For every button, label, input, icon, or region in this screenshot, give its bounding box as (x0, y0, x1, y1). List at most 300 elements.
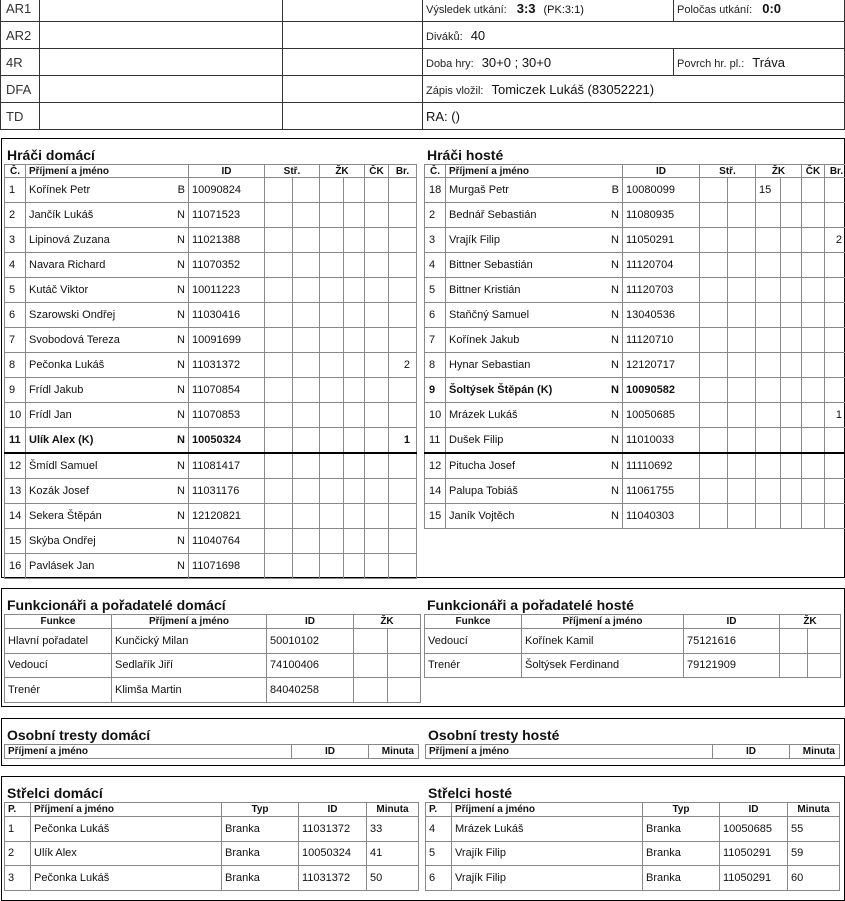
player-row (5, 453, 417, 479)
yellow-card-minute (320, 303, 344, 327)
official-yellow-card-2 (388, 653, 421, 678)
yellow-card-empty (344, 403, 364, 427)
player-name-wrap (449, 284, 619, 296)
player-number: 10 (5, 403, 26, 428)
header-code-label: AR2 (1, 22, 40, 49)
player-red-card (802, 303, 825, 328)
header-code-name (40, 22, 283, 49)
official-yellow-card (780, 629, 808, 654)
officials-header-row (425, 615, 841, 629)
player-shooting (265, 428, 320, 454)
yellow-card-split (320, 529, 364, 553)
player-number: 11 (425, 428, 446, 454)
player-yellow-card (756, 203, 802, 228)
player-red-card (802, 453, 825, 479)
players-away (424, 146, 845, 529)
player-shooting (265, 554, 320, 579)
player-id: 11070352 (189, 253, 265, 278)
shooting-empty (728, 353, 755, 377)
spectators-label: Diváků: (426, 31, 463, 43)
player-row (425, 303, 845, 328)
player-shooting (700, 278, 756, 303)
player-position: N (177, 209, 185, 221)
scorer-row (5, 866, 419, 891)
yellow-card-split (320, 454, 364, 478)
official-row (5, 653, 421, 678)
header-code-name (40, 103, 283, 130)
player-name: Šmídl Samuel (29, 460, 97, 472)
shooting-split (265, 403, 319, 427)
player-name-wrap (29, 560, 185, 572)
player-position: N (177, 485, 185, 497)
yellow-card-empty (781, 378, 802, 402)
shooting-empty (728, 178, 755, 202)
players-header-row (425, 165, 845, 178)
col-type: Typ (222, 803, 299, 817)
yellow-card-minute (756, 278, 781, 302)
player-id: 12120717 (623, 353, 700, 378)
recorded-by-label: Zápis vložil: (426, 85, 483, 97)
player-number: 6 (425, 303, 446, 328)
player-red-card (802, 178, 825, 203)
shooting-value (700, 378, 728, 402)
player-name-wrap (29, 184, 185, 196)
official-id: 74100406 (267, 653, 354, 678)
player-row (425, 228, 845, 253)
shooting-value (265, 504, 293, 528)
shooting-split (700, 428, 755, 452)
player-number: 6 (5, 303, 26, 328)
shooting-empty (293, 403, 320, 427)
scorer-minute: 50 (367, 866, 419, 891)
player-row (5, 428, 417, 454)
yellow-card-empty (781, 328, 802, 352)
player-goals (825, 453, 845, 479)
shooting-empty (293, 529, 320, 553)
player-yellow-card (756, 328, 802, 353)
shooting-split (265, 253, 319, 277)
player-number: 9 (425, 378, 446, 403)
player-name-wrap (449, 460, 619, 472)
player-id: 11061755 (623, 479, 700, 504)
player-name-wrap (29, 284, 185, 296)
players-home-title: Hráči domácí (4, 146, 417, 164)
player-red-card (802, 378, 825, 403)
player-red-card (365, 278, 389, 303)
scorer-row (5, 841, 419, 866)
player-name-wrap (29, 384, 185, 396)
player-name-cell (446, 428, 623, 454)
shooting-empty (293, 303, 320, 327)
player-row (425, 353, 845, 378)
header-code-name (40, 76, 283, 103)
shooting-value (265, 328, 293, 352)
official-function: Trenér (5, 678, 112, 703)
official-id: 50010102 (267, 629, 354, 654)
player-name-cell (26, 178, 189, 203)
col-id: ID (720, 803, 788, 817)
shooting-value (265, 178, 293, 202)
player-shooting (700, 403, 756, 428)
player-id: 13040536 (623, 303, 700, 328)
yellow-card-split (320, 378, 364, 402)
official-name: Sedlařík Jiří (112, 653, 267, 678)
shooting-empty (728, 378, 755, 402)
col-function: Funkce (425, 615, 522, 629)
player-id: 10011223 (189, 278, 265, 303)
col-name: Příjmení a jméno (31, 803, 222, 817)
shooting-empty (728, 428, 755, 452)
player-yellow-card (320, 178, 365, 203)
player-number: 12 (425, 453, 446, 479)
recorded-by-cell (423, 76, 845, 103)
player-goals (825, 504, 845, 529)
halftime-label: Poločas utkání: (677, 4, 752, 16)
official-function: Vedoucí (5, 653, 112, 678)
shooting-split (265, 428, 319, 452)
player-red-card (365, 228, 389, 253)
player-shooting (265, 278, 320, 303)
player-position: N (611, 510, 619, 522)
player-name-cell (446, 253, 623, 278)
player-id: 11120710 (623, 328, 700, 353)
player-shooting (265, 353, 320, 378)
official-function: Vedoucí (425, 629, 522, 654)
scorer-id: 11050291 (720, 841, 788, 866)
player-number: 8 (5, 353, 26, 378)
spectators-value: 40 (471, 28, 485, 43)
player-name-cell (26, 378, 189, 403)
scorer-id: 11031372 (299, 866, 367, 891)
col-minute: Minuta (788, 803, 840, 817)
yellow-card-minute (756, 353, 781, 377)
shooting-value (265, 203, 293, 227)
shooting-split (265, 353, 319, 377)
shooting-value (700, 278, 728, 302)
player-position: N (611, 359, 619, 371)
player-yellow-card (756, 178, 802, 203)
penalties-home-title: Osobní tresty domácí (4, 726, 419, 744)
player-name: Janík Vojtěch (449, 510, 514, 522)
yellow-card-empty (781, 353, 802, 377)
scorers-header-row (426, 803, 840, 817)
player-name-wrap (29, 309, 185, 321)
player-name-wrap (449, 409, 619, 421)
shooting-split (700, 328, 755, 352)
col-function: Funkce (5, 615, 112, 629)
yellow-card-minute (756, 428, 781, 452)
player-number: 5 (5, 278, 26, 303)
player-shooting (700, 203, 756, 228)
player-row (5, 479, 417, 504)
shooting-empty (293, 253, 320, 277)
yellow-card-minute: 15 (756, 178, 781, 202)
player-id: 10080099 (623, 178, 700, 203)
player-id: 11031372 (189, 353, 265, 378)
player-row (425, 203, 845, 228)
player-goals (389, 228, 417, 253)
player-position: N (177, 560, 185, 572)
player-name: Bittner Sebastián (449, 259, 533, 271)
yellow-card-minute (320, 454, 344, 478)
yellow-card-split (320, 328, 364, 352)
yellow-card-empty (781, 504, 802, 528)
player-name-wrap (29, 434, 185, 446)
player-name: Vrajík Filip (449, 234, 500, 246)
scorer-order: 5 (426, 841, 452, 866)
shooting-value (265, 529, 293, 553)
shooting-empty (728, 278, 755, 302)
col-goals: Br. (389, 165, 417, 178)
players-header-row (5, 165, 417, 178)
col-number: Č. (425, 165, 446, 178)
player-name-wrap (449, 334, 619, 346)
player-red-card (802, 504, 825, 529)
player-number: 16 (5, 554, 26, 579)
penalty-kick-result: (PK:3:1) (544, 4, 584, 16)
player-shooting (700, 453, 756, 479)
player-goals (825, 328, 845, 353)
shooting-split (265, 203, 319, 227)
player-yellow-card (320, 529, 365, 554)
player-position: N (177, 434, 185, 446)
player-yellow-card (320, 203, 365, 228)
shooting-empty (728, 403, 755, 427)
player-red-card (802, 253, 825, 278)
player-yellow-card (320, 228, 365, 253)
player-red-card (365, 353, 389, 378)
player-name-wrap (29, 510, 185, 522)
player-goals (825, 378, 845, 403)
official-id: 79121909 (684, 653, 780, 678)
player-yellow-card (320, 353, 365, 378)
shooting-empty (293, 378, 320, 402)
player-row (5, 228, 417, 253)
yellow-card-split (320, 353, 364, 377)
col-yellow-card: ŽK (354, 615, 421, 629)
player-name-wrap (449, 359, 619, 371)
shooting-split (265, 228, 319, 252)
player-row (5, 203, 417, 228)
player-row (425, 428, 845, 454)
player-name-wrap (29, 485, 185, 497)
yellow-card-minute (756, 479, 781, 503)
player-position: N (611, 259, 619, 271)
player-red-card (365, 253, 389, 278)
player-number: 12 (5, 453, 26, 479)
player-name-wrap (449, 384, 619, 396)
col-name: Příjmení a jméno (446, 165, 623, 178)
scorer-minute: 60 (788, 866, 840, 891)
header-code-label: AR1 (1, 0, 40, 22)
player-shooting (700, 504, 756, 529)
col-red-card: ČK (365, 165, 389, 178)
player-shooting (265, 328, 320, 353)
player-number: 7 (425, 328, 446, 353)
yellow-card-split (756, 378, 801, 402)
yellow-card-empty (781, 479, 802, 503)
yellow-card-minute (320, 253, 344, 277)
scorer-type: Branka (643, 866, 720, 891)
scorer-minute: 41 (367, 841, 419, 866)
player-yellow-card (320, 253, 365, 278)
col-minute: Minuta (369, 745, 419, 759)
official-yellow-card (780, 653, 808, 678)
yellow-card-split (756, 504, 801, 528)
player-position: N (611, 409, 619, 421)
scorer-order: 3 (5, 866, 31, 891)
player-goals: 2 (825, 228, 845, 253)
official-yellow-card (354, 653, 388, 678)
player-name: Pavlásek Jan (29, 560, 94, 572)
player-number: 10 (425, 403, 446, 428)
header-code-name (40, 49, 283, 76)
officials-away (424, 596, 841, 678)
player-goals: 2 (389, 353, 417, 378)
player-name-cell (26, 504, 189, 529)
yellow-card-empty (344, 428, 364, 452)
scorer-type: Branka (643, 841, 720, 866)
player-row (5, 378, 417, 403)
yellow-card-minute (320, 428, 344, 452)
shooting-value (265, 554, 293, 578)
player-name-cell (26, 203, 189, 228)
official-yellow-card-2 (388, 678, 421, 703)
recorded-by-value: Tomiczek Lukáš (83052221) (491, 82, 654, 97)
player-goals (825, 253, 845, 278)
shooting-split (700, 303, 755, 327)
yellow-card-split (320, 428, 364, 452)
player-row (5, 554, 417, 579)
player-row (425, 253, 845, 278)
player-name-wrap (449, 510, 619, 522)
official-yellow-card-2 (808, 653, 841, 678)
official-row (5, 678, 421, 703)
scorer-name: Pečonka Lukáš (31, 817, 222, 842)
player-id: 11031176 (189, 479, 265, 504)
player-id: 11120704 (623, 253, 700, 278)
col-red-card: ČK (802, 165, 825, 178)
official-id: 84040258 (267, 678, 354, 703)
player-position: B (612, 184, 619, 196)
yellow-card-minute (320, 378, 344, 402)
player-red-card (802, 228, 825, 253)
yellow-card-empty (344, 228, 364, 252)
yellow-card-minute (320, 203, 344, 227)
player-name: Skýba Ondřej (29, 535, 96, 547)
player-position: N (611, 284, 619, 296)
col-id: ID (713, 745, 790, 759)
col-yellow-card: ŽK (320, 165, 365, 178)
yellow-card-empty (781, 278, 802, 302)
player-yellow-card (756, 253, 802, 278)
shooting-split (700, 479, 755, 503)
player-name-cell (26, 278, 189, 303)
yellow-card-split (320, 228, 364, 252)
player-shooting (700, 178, 756, 203)
shooting-value (265, 303, 293, 327)
scorers-home-title: Střelci domácí (4, 784, 419, 802)
yellow-card-empty (344, 454, 364, 478)
player-name-cell (446, 353, 623, 378)
yellow-card-minute (756, 378, 781, 402)
player-name: Bednář Sebastián (449, 209, 536, 221)
shooting-empty (293, 454, 320, 478)
shooting-empty (293, 479, 320, 503)
yellow-card-split (756, 454, 801, 478)
player-id: 11071523 (189, 203, 265, 228)
player-yellow-card (320, 328, 365, 353)
yellow-card-split (320, 479, 364, 503)
player-id: 12120821 (189, 504, 265, 529)
player-row (425, 328, 845, 353)
player-name: Dušek Filip (449, 434, 503, 446)
player-red-card (365, 328, 389, 353)
player-row (5, 353, 417, 378)
player-red-card (365, 178, 389, 203)
player-id: 11071698 (189, 554, 265, 579)
player-yellow-card (756, 278, 802, 303)
official-name: Klimša Martin (112, 678, 267, 703)
player-goals: 1 (389, 428, 417, 454)
result-label: Výsledek utkání: (426, 4, 507, 16)
scorers-away-title: Střelci hosté (425, 784, 840, 802)
shooting-split (700, 504, 755, 528)
col-name: Příjmení a jméno (522, 615, 684, 629)
yellow-card-minute (756, 328, 781, 352)
player-id: 10050324 (189, 428, 265, 454)
official-name: Kořínek Kamil (522, 629, 684, 654)
player-row (425, 178, 845, 203)
shooting-empty (728, 203, 755, 227)
player-number: 3 (425, 228, 446, 253)
player-yellow-card (756, 353, 802, 378)
halftime-value: 0:0 (762, 1, 781, 16)
shooting-split (265, 278, 319, 302)
player-row (425, 378, 845, 403)
yellow-card-empty (781, 303, 802, 327)
player-name: Frídl Jan (29, 409, 72, 421)
shooting-empty (728, 253, 755, 277)
shooting-value (265, 403, 293, 427)
player-name: Pitucha Josef (449, 460, 515, 472)
scorer-name: Ulík Alex (31, 841, 222, 866)
player-name: Navara Richard (29, 259, 105, 271)
player-goals (389, 303, 417, 328)
header-code-label: 4R (1, 49, 40, 76)
shooting-split (700, 203, 755, 227)
player-yellow-card (756, 504, 802, 529)
player-name-wrap (449, 309, 619, 321)
col-id: ID (189, 165, 265, 178)
shooting-value (265, 428, 293, 452)
scorer-type: Branka (222, 817, 299, 842)
player-number: 3 (5, 228, 26, 253)
player-id: 10050685 (623, 403, 700, 428)
player-position: B (178, 184, 185, 196)
player-goals (389, 253, 417, 278)
yellow-card-empty (344, 278, 364, 302)
player-name-cell (446, 203, 623, 228)
player-name-cell (26, 228, 189, 253)
yellow-card-minute (756, 228, 781, 252)
player-id: 11050291 (623, 228, 700, 253)
yellow-card-split (756, 253, 801, 277)
player-yellow-card (756, 479, 802, 504)
player-name-wrap (449, 234, 619, 246)
shooting-split (700, 403, 755, 427)
player-yellow-card (756, 228, 802, 253)
